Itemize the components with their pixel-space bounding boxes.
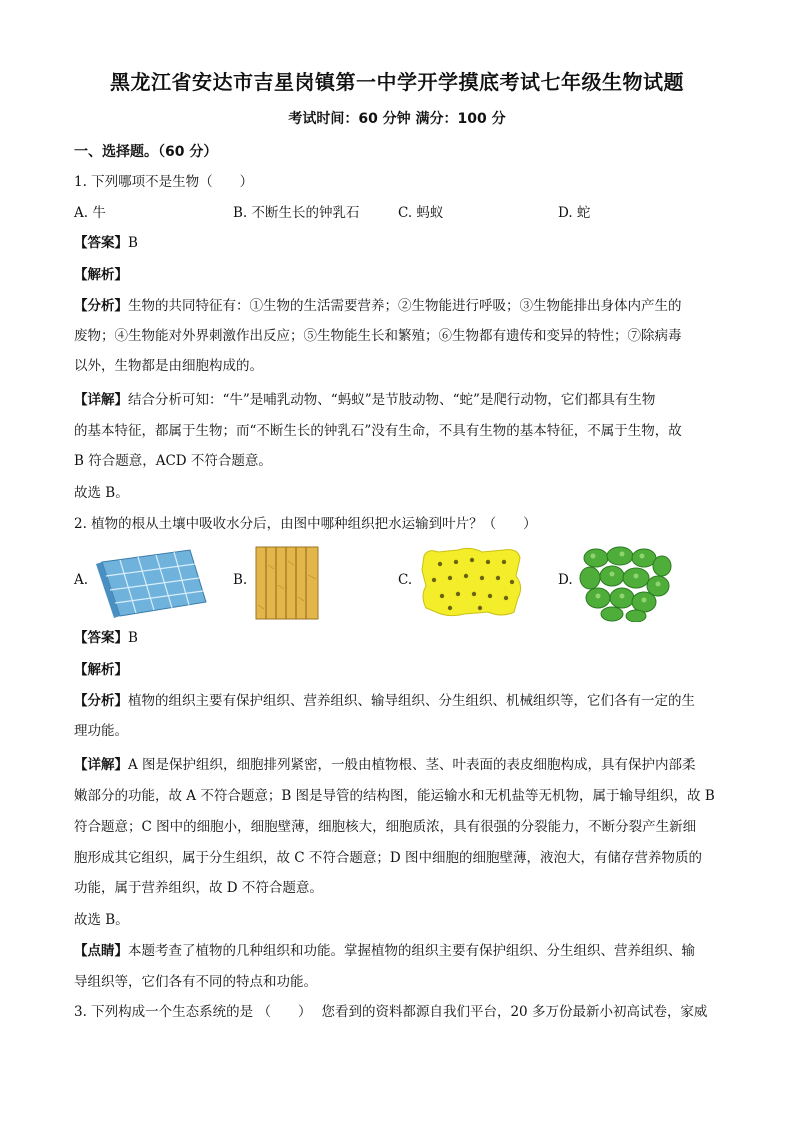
- q2-stem: 2. 植物的根从土壤中吸收水分后，由图中哪种组织把水运输到叶片？（ ）: [74, 516, 537, 532]
- q2-conclusion: 故选 B。: [74, 912, 129, 928]
- q2-fenxi-line: [74, 691, 724, 711]
- q1-option-b: B. 不断生长的钟乳石: [233, 205, 360, 221]
- q1-option-c: C. 蚂蚁: [398, 205, 444, 221]
- q2-dianjing-line: [74, 941, 724, 961]
- q3-line: [74, 1002, 724, 1022]
- q2-xiangjie-line: 嫩部分的功能，故 A 不符合题意；B 图是导管的结构图，能运输水和无机盐等无机物，属于输导组织，故 B: [74, 788, 715, 804]
- q2-xiangjie-line: [74, 755, 724, 775]
- q2-xiangjie-line: 符合题意；C 图中的细胞小，细胞壁薄，细胞核大，细胞质浓，具有很强的分裂能力，不断分裂产生新细: [74, 819, 697, 835]
- q2-fenxi-line: 理功能。: [74, 723, 128, 739]
- fenxi-text: 植物的组织主要有保护组织、营养组织、输导组织、分生组织、机械组织等，它们各有一定的生: [128, 693, 695, 709]
- q2-xiangjie-line: 功能，属于营养组织，故 D 不符合题意。: [74, 880, 323, 896]
- q2-xiangjie-line: 胞形成其它组织，属于分生组织，故 C 不符合题意；D 图中细胞的细胞壁薄，液泡大，有储存营养物质的: [74, 850, 703, 866]
- dianjing-text: 本题考查了植物的几种组织和功能。掌握植物的组织主要有保护组织、分生组织、营养组织、输: [128, 943, 695, 959]
- answer-value: B: [128, 235, 138, 251]
- q2-jiexi: 【解析】: [74, 662, 128, 678]
- page-title: 黑龙江省安达市吉星岗镇第一中学开学摸底考试七年级生物试题: [110, 70, 684, 94]
- answer-value: B: [128, 630, 138, 646]
- q1-xiangjie-line: B 符合题意，ACD 不符合题意。: [74, 453, 272, 469]
- fenxi-tag: 【分析】: [74, 693, 128, 709]
- nutritive-tissue-image: [578, 544, 672, 622]
- xiangjie-text: A 图是保护组织，细胞排列紧密，一般由植物根、茎、叶表面的表皮细胞构成，具有保护内部柔: [128, 757, 696, 773]
- protective-tissue-image: [92, 544, 210, 620]
- section-heading: 一、选择题。（60 分）: [74, 144, 218, 160]
- q1-fenxi-line: 以外，生物都是由细胞构成的。: [74, 358, 263, 374]
- answer-tag: 【答案】: [74, 235, 128, 251]
- fenxi-tag: 【分析】: [74, 298, 128, 314]
- q2-image-label-a: A.: [74, 572, 89, 588]
- q1-stem: 1. 下列哪项不是生物（ ）: [74, 174, 254, 190]
- q1-jiexi: 【解析】: [74, 267, 128, 283]
- xiangjie-text: 结合分析可知：“牛”是哺乳动物、“蚂蚁”是节肢动物、“蛇”是爬行动物，它们都具有生物: [128, 392, 656, 408]
- q2-image-label-d: D.: [558, 572, 573, 588]
- q1-fenxi-line: 废物；④生物能对外界刺激作出反应；⑤生物能生长和繁殖；⑥生物都有遗传和变异的特性；⑦除病毒: [74, 328, 682, 344]
- q1-option-a: A. 牛: [74, 205, 106, 221]
- q2-image-label-b: B.: [233, 572, 248, 588]
- q1-answer: [74, 233, 724, 253]
- dianjing-tag: 【点睛】: [74, 943, 128, 959]
- xiangjie-tag: 【详解】: [74, 392, 128, 408]
- exam-info: 考试时间：60 分钟 满分：100 分: [288, 111, 506, 127]
- conducting-tissue-image: [254, 545, 320, 621]
- q2-image-label-c: C.: [398, 572, 413, 588]
- q2-dianjing-line: 导组织等，它们各有不同的特点和功能。: [74, 974, 317, 990]
- q1-conclusion: 故选 B。: [74, 485, 129, 501]
- answer-tag: 【答案】: [74, 630, 128, 646]
- q3-stem: 3. 下列构成一个生态系统的是 （ ）: [74, 1004, 312, 1020]
- q1-xiangjie-line: [74, 390, 724, 410]
- meristematic-tissue-image: [418, 546, 526, 618]
- watermark-text: 您看到的资料都源自我们平台，20 多万份最新小初高试卷，家威: [321, 1004, 708, 1020]
- fenxi-text: 生物的共同特征有：①生物的生活需要营养；②生物能进行呼吸；③生物能排出身体内产生的: [128, 298, 682, 314]
- xiangjie-tag: 【详解】: [74, 757, 128, 773]
- q1-option-d: D. 蛇: [558, 205, 591, 221]
- q1-xiangjie-line: 的基本特征，都属于生物；而“不断生长的钟乳石”没有生命，不具有生物的基本特征，不属于生物，故: [74, 423, 682, 439]
- q1-fenxi-line: [74, 296, 724, 316]
- q2-answer: [74, 628, 724, 648]
